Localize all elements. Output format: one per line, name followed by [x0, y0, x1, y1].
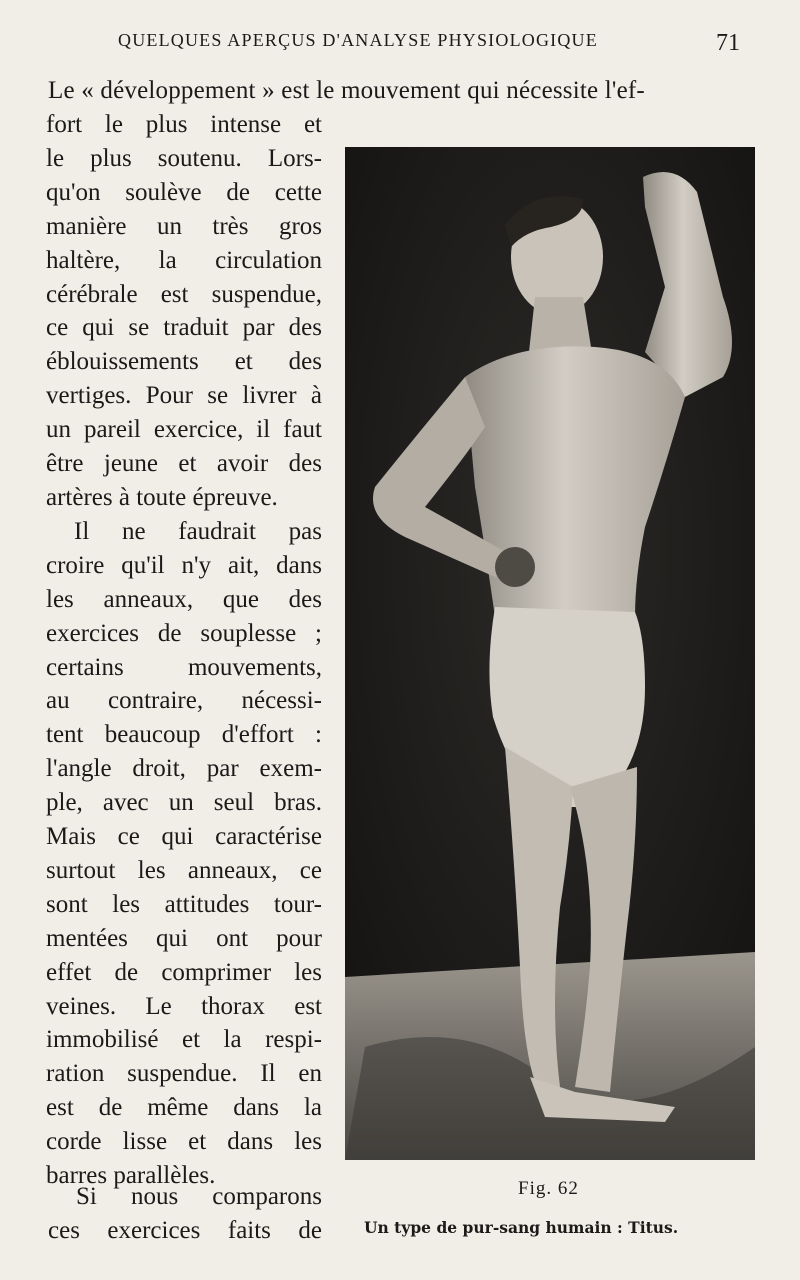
text-line: exercices de souplesse ;	[46, 619, 322, 647]
text-line: est de même dans la	[46, 1094, 322, 1122]
text-line: ration suspendue. Il en	[46, 1060, 322, 1088]
text-line: un pareil exercice, il faut	[46, 416, 322, 444]
text-line: surtout les anneaux, ce	[46, 856, 322, 884]
text-line: croire qu'il n'y ait, dans	[46, 551, 322, 579]
figure-number: Fig. 62	[518, 1178, 579, 1199]
text-line: sont les attitudes tour-	[46, 890, 322, 918]
text-line: barres parallèles.	[46, 1162, 216, 1190]
text-line: veines. Le thorax est	[46, 992, 322, 1020]
figure-photograph	[345, 147, 755, 1160]
text-line: éblouissements et des	[46, 348, 322, 376]
text-line: le plus soutenu. Lors-	[46, 144, 322, 172]
text-line: corde lisse et dans les	[46, 1128, 322, 1156]
text-line: immobilisé et la respi-	[46, 1026, 322, 1054]
photograph-illustration	[345, 147, 755, 1160]
text-line: manière un très gros	[46, 212, 322, 240]
text-line: les anneaux, que des	[46, 585, 322, 613]
text-line: ple, avec un seul bras.	[46, 789, 322, 817]
text-line: au contraire, nécessi-	[46, 687, 322, 715]
text-column	[46, 108, 322, 1193]
running-head: QUELQUES APERÇUS D'ANALYSE PHYSIOLOGIQUE	[118, 30, 598, 50]
figure-caption: Un type de pur-sang humain : Titus.	[364, 1218, 679, 1237]
text-line: tent beaucoup d'effort :	[46, 721, 322, 749]
text-line: ce qui se traduit par des	[46, 314, 322, 342]
text-line: effet de comprimer les	[46, 958, 322, 986]
text-line: l'angle droit, par exem-	[46, 755, 322, 783]
text-line: cérébrale est suspendue,	[46, 280, 322, 308]
text-column-continued	[48, 1180, 322, 1248]
text-line: qu'on soulève de cette	[46, 178, 322, 206]
text-line: vertiges. Pour se livrer à	[46, 382, 322, 410]
text-line: artères à toute épreuve.	[46, 483, 278, 511]
text-line: ces exercices faits de	[48, 1217, 322, 1244]
text-line: Il ne faudrait pas	[74, 517, 322, 545]
text-line: fort le plus intense et	[46, 111, 322, 138]
text-line: mentées qui ont pour	[46, 924, 322, 952]
text-line: certains mouvements,	[46, 653, 322, 681]
text-line: être jeune et avoir des	[46, 450, 322, 478]
text-line: Mais ce qui caractérise	[46, 823, 322, 851]
text-line: Si nous comparons	[76, 1183, 322, 1210]
paragraph-first-line: Le « développement » est le mouvement qui nécessite l'ef-	[48, 77, 645, 104]
page-number: 71	[716, 30, 740, 56]
text-line: haltère, la circulation	[46, 246, 322, 274]
